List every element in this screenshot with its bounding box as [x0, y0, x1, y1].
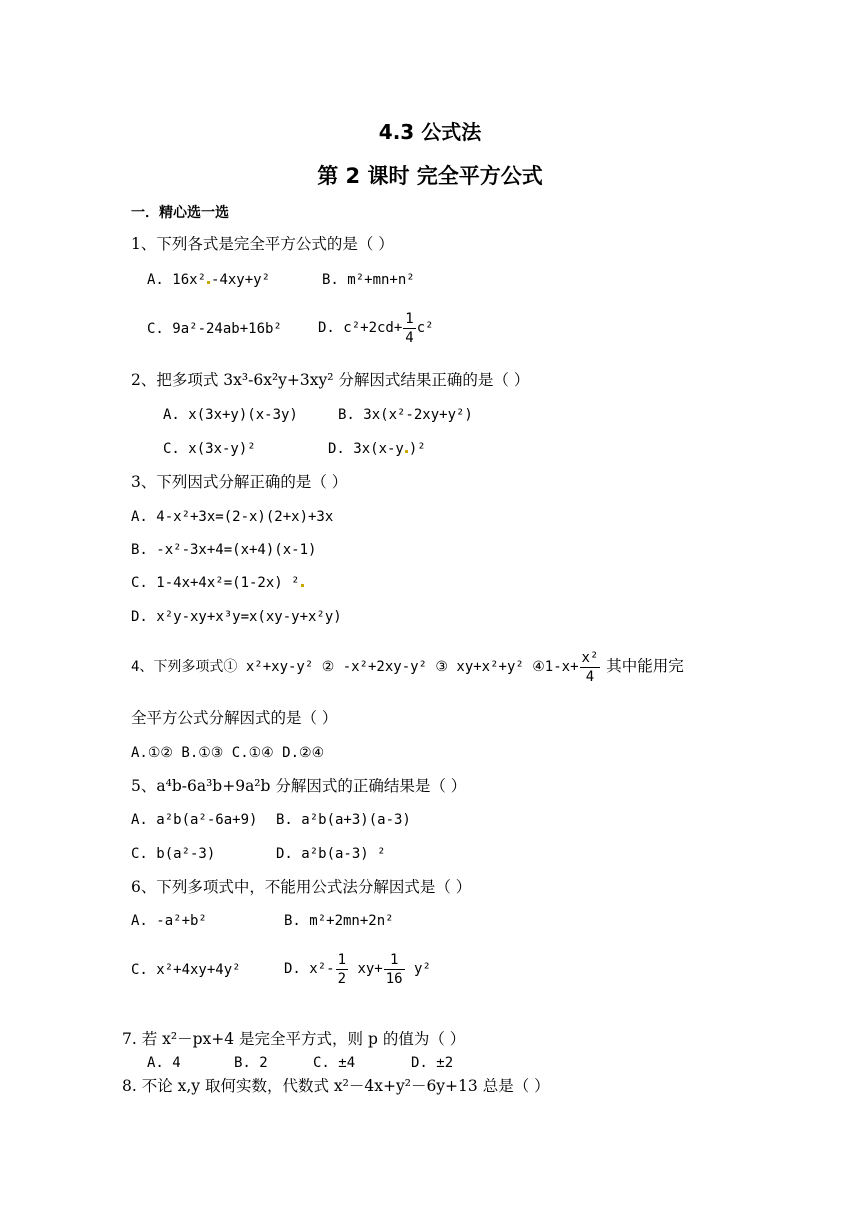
question-2-option-b: B. 3x(x²-2xy+y²) — [338, 407, 473, 423]
question-1-option-c: C. 9a²-24ab+16b² — [147, 321, 282, 337]
question-6-option-a: A. -a²+b² — [131, 913, 207, 929]
question-4-stem-continued: 全平方公式分解因式的是（ ） — [131, 709, 338, 727]
mark-dot — [301, 584, 304, 587]
question-1-option-a: A. 16x² -4xy+y² — [147, 272, 271, 288]
fraction: $\frac{1}{2}$ — [337, 951, 347, 987]
question-5-option-a: A. a²b(a²-6a+9) — [131, 812, 258, 828]
question-4-stem: 4、下列多项式① x²+xy-y² ② -x²+2xy-y² ③ xy+x²+y² ④1-x+ $\frac{\text{x²}}{4}$ 其中能用完 — [131, 649, 684, 685]
question-3-stem: 3、下列因式分解正确的是（ ） — [131, 473, 348, 491]
question-6-stem: 6、下列多项式中，不能用公式法分解因式是（ ） — [131, 878, 472, 896]
question-3-option-b: B. -x²-3x+4=(x+4)(x-1) — [131, 542, 317, 558]
question-5-stem: 5、a⁴b-6a³b+9a²b 分解因式的正确结果是（ ） — [131, 777, 467, 795]
mark-dot — [207, 281, 210, 284]
page-subtitle: 第 2 课时 完全平方公式 — [317, 164, 543, 188]
question-5-option-c: C. b(a²-3) — [131, 846, 216, 862]
question-1-stem: 1、下列各式是完全平方公式的是（ ） — [131, 235, 394, 253]
question-2-option-a: A. x(3x+y)(x-3y) — [163, 407, 298, 423]
question-6-option-c: C. x²+4xy+4y² — [131, 962, 241, 978]
mark-dot — [405, 450, 408, 453]
question-3-option-a: A. 4-x²+3x=(2-x)(2+x)+3x — [131, 509, 334, 525]
question-2-stem: 2、把多项式 3x³-6x²y+3xy² 分解因式结果正确的是（ ） — [131, 371, 530, 389]
question-7-option-b: B. 2 — [234, 1055, 268, 1071]
fraction: $\frac{1}{4}$ — [405, 310, 414, 346]
question-6-option-d: D. x²- $\frac{1}{2}$ xy+ $\frac{1}{16}$ y² — [284, 951, 431, 987]
question-5-option-d: D. a²b(a-3) ² — [276, 846, 386, 862]
question-8-stem: 8. 不论 x,y 取何实数，代数式 x²－4x+y²－6y+13 总是（ ） — [122, 1077, 550, 1095]
question-7-option-a: A. 4 — [147, 1055, 181, 1071]
question-3-option-d: D. x²y-xy+x³y=x(xy-y+x²y) — [131, 609, 342, 625]
question-1-option-b: B. m²+mn+n² — [322, 272, 415, 288]
question-2-option-d: D. 3x(x-y )² — [328, 441, 426, 457]
fraction: $\frac{\text{x²}}{4}$ — [581, 649, 599, 685]
question-1-option-d: D. c²+2cd+ $\frac{1}{4}$ c² — [318, 310, 434, 346]
question-7-stem: 7. 若 x²－px+4 是完全平方式，则 p 的值为（ ） — [122, 1030, 466, 1048]
question-3-option-c: C. 1-4x+4x²=(1-2x) ² — [131, 573, 305, 593]
question-7-option-c: C. ±4 — [313, 1055, 356, 1071]
fraction: $\frac{1}{16}$ — [385, 951, 403, 987]
question-2-option-c: C. x(3x-y)² — [163, 441, 256, 457]
question-7-option-d: D. ±2 — [411, 1055, 454, 1071]
question-4-options: A.①② B.①③ C.①④ D.②④ — [131, 745, 325, 761]
section-heading: 一．精心选一选 — [131, 205, 229, 221]
page-title: 4.3 公式法 — [378, 120, 482, 144]
question-6-option-b: B. m²+2mn+2n² — [284, 913, 394, 929]
question-5-option-b: B. a²b(a+3)(a-3) — [276, 812, 411, 828]
